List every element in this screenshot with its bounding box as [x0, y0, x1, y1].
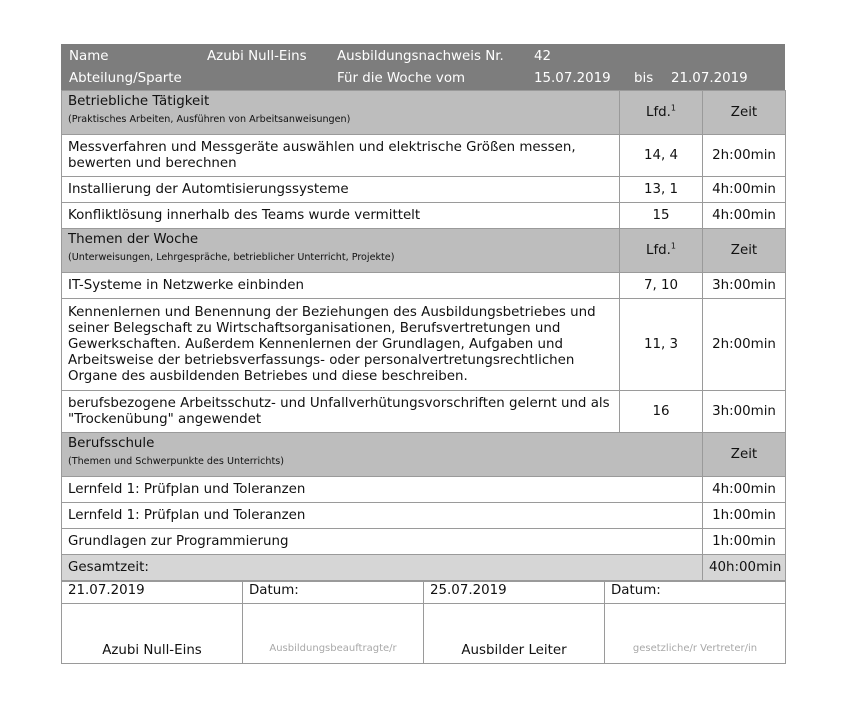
activity-text: Grundlagen zur Programmierung	[62, 529, 703, 555]
lfd-value: 16	[620, 391, 703, 433]
week-to: 21.07.2019	[671, 71, 748, 86]
week-from: 15.07.2019	[534, 71, 611, 86]
table-row	[62, 391, 786, 433]
section-title: Betriebliche Tätigkeit (Praktisches Arbeiten, Ausführen von Arbeitsanweisungen)	[62, 91, 620, 135]
section-header-themen	[62, 229, 786, 273]
signature-table	[61, 581, 786, 664]
lfd-value: 13, 1	[620, 177, 703, 203]
zeit-value: 4h:00min	[703, 177, 786, 203]
table-row	[62, 529, 786, 555]
activity-text: Konfliktlösung innerhalb des Teams wurde vermittelt	[62, 203, 620, 229]
section-title: Berufsschule (Themen und Schwerpunkte des Unterrichts)	[62, 433, 703, 477]
table-row	[62, 203, 786, 229]
signature-legal-guardian: gesetzliche/r Vertreter/in	[605, 604, 786, 664]
lfd-value: 11, 3	[620, 299, 703, 391]
lfd-header: Lfd.$^1$	[620, 91, 703, 135]
date-trainer: 25.07.2019	[424, 582, 605, 604]
signature-trainee: Azubi Null-Eins	[62, 604, 243, 664]
section-subtitle: (Themen und Schwerpunkte des Unterrichts)	[68, 456, 284, 467]
activity-text: Installierung der Automtisierungssysteme	[62, 177, 620, 203]
bis-label: bis	[634, 71, 654, 86]
table-row	[62, 299, 786, 391]
lfd-value: 7, 10	[620, 273, 703, 299]
report-header	[61, 44, 785, 90]
activity-text: Messverfahren und Messgeräte auswählen und elektrische Größen messen, bewerten und berechnen	[62, 135, 620, 177]
zeit-header: Zeit	[703, 433, 786, 477]
department-label: Abteilung/Sparte	[69, 71, 182, 86]
section-header-berufsschule	[62, 433, 786, 477]
datum-label: Datum:	[243, 582, 424, 604]
table-row	[62, 135, 786, 177]
activity-text: berufsbezogene Arbeitsschutz- und Unfallverhütungsvorschriften gelernt und als "Trockenübung" angewendet	[62, 391, 620, 433]
signature-trainer: Ausbilder Leiter	[424, 604, 605, 664]
report-number-label: Ausbildungsnachweis Nr.	[337, 49, 504, 64]
section-subtitle: (Unterweisungen, Lehrgespräche, betrieblicher Unterricht, Projekte)	[68, 252, 395, 263]
lfd-value: 15	[620, 203, 703, 229]
name-value: Azubi Null-Eins	[207, 49, 307, 64]
zeit-value: 1h:00min	[703, 529, 786, 555]
activity-text: Lernfeld 1: Prüfplan und Toleranzen	[62, 477, 703, 503]
activity-table	[61, 90, 786, 581]
section-header-betriebliche	[62, 91, 786, 135]
datum-label: Datum:	[605, 582, 786, 604]
signature-row	[62, 604, 786, 664]
zeit-value: 3h:00min	[703, 391, 786, 433]
zeit-value: 4h:00min	[703, 477, 786, 503]
zeit-value: 4h:00min	[703, 203, 786, 229]
zeit-value: 2h:00min	[703, 299, 786, 391]
week-label: Für die Woche vom	[337, 71, 466, 86]
report-number: 42	[534, 49, 552, 64]
activity-text: IT-Systeme in Netzwerke einbinden	[62, 273, 620, 299]
activity-text: Lernfeld 1: Prüfplan und Toleranzen	[62, 503, 703, 529]
date-trainee: 21.07.2019	[62, 582, 243, 604]
section-subtitle: (Praktisches Arbeiten, Ausführen von Arbeitsanweisungen)	[68, 114, 351, 125]
lfd-value: 14, 4	[620, 135, 703, 177]
table-row	[62, 273, 786, 299]
total-row	[62, 555, 786, 581]
zeit-header: Zeit	[703, 229, 786, 273]
name-label: Name	[69, 49, 109, 64]
zeit-header: Zeit	[703, 91, 786, 135]
report-document	[61, 44, 785, 664]
lfd-header: Lfd.$^1$	[620, 229, 703, 273]
table-row	[62, 477, 786, 503]
activity-text: Kennenlernen und Benennung der Beziehungen des Ausbildungsbetriebes und seiner Belegschaft zu Wirtschaftsorganisationen, Berufsvertretungen und Gewerkschaften. Außerdem Kennenlernen der Grundlagen, Aufgaben und Arbeitsweise der betriebsverfassungs- oder personalvertretungsrechtlichen Organe des ausbildenden Betriebes und diese beschreiben.	[62, 299, 620, 391]
date-row	[62, 582, 786, 604]
table-row	[62, 503, 786, 529]
total-label: Gesamtzeit:	[62, 555, 703, 581]
zeit-value: 2h:00min	[703, 135, 786, 177]
zeit-value: 1h:00min	[703, 503, 786, 529]
signature-training-officer: Ausbildungsbeauftragte/r	[243, 604, 424, 664]
section-title: Themen der Woche (Unterweisungen, Lehrgespräche, betrieblicher Unterricht, Projekte)	[62, 229, 620, 273]
table-row	[62, 177, 786, 203]
total-value: 40h:00min	[703, 555, 786, 581]
zeit-value: 3h:00min	[703, 273, 786, 299]
